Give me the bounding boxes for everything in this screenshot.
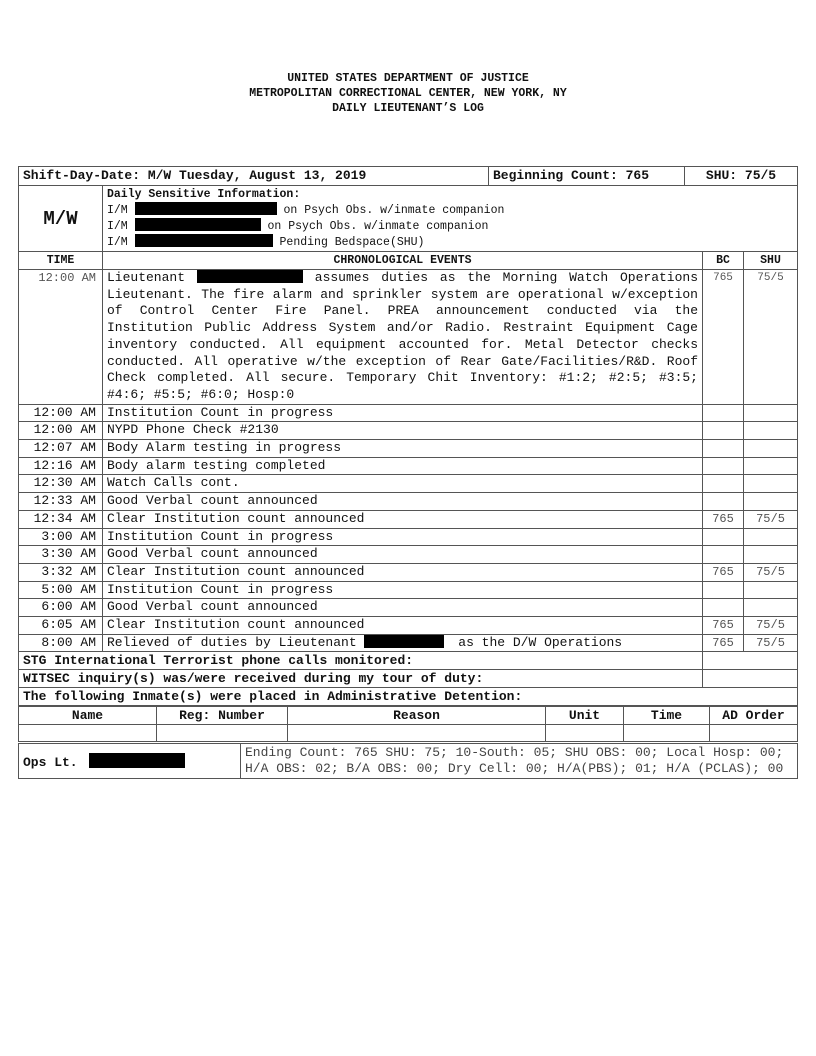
table-row: 12:16 AM Body alarm testing completed (19, 457, 798, 475)
table-row: 12:00 AM Institution Count in progress (19, 404, 798, 422)
sensitive-line: I/M Pending Bedspace(SHU) (107, 236, 425, 249)
table-row: 6:00 AM Good Verbal count announced (19, 599, 798, 617)
table-row: 12:30 AM Watch Calls cont. (19, 475, 798, 493)
table-row: 3:32 AM Clear Institution count announced 765 75/5 (19, 563, 798, 581)
redaction-box (135, 218, 261, 231)
col-time: TIME (19, 252, 103, 270)
sensitive-line: I/M on Psych Obs. w/inmate companion (107, 220, 489, 233)
table-row: 12:34 AM Clear Institution count announced 765 75/5 (19, 510, 798, 528)
beginning-count: Beginning Count: 765 (489, 167, 685, 186)
table-row (19, 270, 798, 405)
header-department: UNITED STATES DEPARTMENT OF JUSTICE (287, 72, 529, 85)
col-events: CHRONOLOGICAL EVENTS (103, 252, 703, 270)
table-row: 3:30 AM Good Verbal count announced (19, 546, 798, 564)
event-shu: 75/5 (744, 270, 798, 405)
watch-label: M/W (19, 186, 103, 252)
stg-note: STG International Terrorist phone calls monitored: (19, 652, 703, 670)
log-form (18, 166, 798, 779)
event-text: Relieved of duties by Lieutenant as the D/W Operations (103, 634, 703, 652)
col-bc: BC (703, 252, 744, 270)
shift-day-date: Shift-Day-Date: M/W Tuesday, August 13, 2019 (19, 167, 489, 186)
table-row: 3:00 AM Institution Count in progress (19, 528, 798, 546)
redaction-box (135, 202, 277, 215)
event-bc: 765 (703, 270, 744, 405)
sensitive-info (103, 186, 798, 252)
header-log-title: DAILY LIEUTENANT’S LOG (332, 102, 484, 115)
footer-block (18, 743, 798, 779)
table-row (19, 725, 798, 742)
table-row: 12:33 AM Good Verbal count announced (19, 493, 798, 511)
ops-lieutenant: Ops Lt. (19, 744, 241, 779)
redaction-box (89, 753, 185, 768)
table-row: 6:05 AM Clear Institution count announced 765 75/5 (19, 617, 798, 635)
admin-detention-table (18, 706, 798, 742)
event-time: 12:00 AM (19, 270, 103, 405)
redaction-box (197, 270, 303, 283)
ending-count: Ending Count: 765 SHU: 75; 10-South: 05; SHU OBS: 00; Local Hosp: 00; H/A OBS: 02; B/A OBS: 00; Dry Cell: 00; H/A(PBS); 01; H/A (PCLAS); 00 (241, 744, 798, 779)
sensitive-info-block (18, 186, 798, 252)
table-row: 12:07 AM Body Alarm testing in progress (19, 440, 798, 458)
table-row: 5:00 AM Institution Count in progress (19, 581, 798, 599)
events-header-row (19, 252, 798, 270)
table-row: 12:00 AM NYPD Phone Check #2130 (19, 422, 798, 440)
header-facility: METROPOLITAN CORRECTIONAL CENTER, NEW YORK, NY (249, 87, 567, 100)
sensitive-info-label: Daily Sensitive Information: (107, 188, 301, 201)
shift-bar (18, 166, 798, 186)
chronological-events-table (18, 252, 798, 652)
ad-header-row: Name Reg: Number Reason Unit Time AD Order (19, 707, 798, 725)
redaction-box (135, 234, 273, 247)
admin-detention-note: The following Inmate(s) were placed in Administrative Detention: (19, 688, 798, 706)
shu-count: SHU: 75/5 (685, 167, 798, 186)
notes-block (18, 652, 798, 706)
table-row: 8:00 AM Relieved of duties by Lieutenant as the D/W Operations 765 75/5 (19, 634, 798, 652)
witsec-note: WITSEC inquiry(s) was/were received during my tour of duty: (19, 670, 703, 688)
document-header (0, 71, 816, 116)
redaction-box (364, 635, 444, 648)
col-shu: SHU (744, 252, 798, 270)
sensitive-line: I/M on Psych Obs. w/inmate companion (107, 204, 505, 217)
event-text: Lieutenant assumes duties as the Morning Watch Operations Lieutenant. The fire alarm and sprinkler system are operational w/exception of Control Center Fire Panel. PREA announcement conducted via the Institution Public Address System and/or Radio. Restraint Equipment Cage inventory conducted. All equipment accounted for. Metal Detector checks conducted. All operative w/the exception of Rear Gate/Facilities/R&D. Roof Check completed. All secure. Temporary Chit Inventory: #1:2; #2:5; #3:5; #4:6; #5:5; #6:0; Hosp:0 (103, 270, 703, 405)
